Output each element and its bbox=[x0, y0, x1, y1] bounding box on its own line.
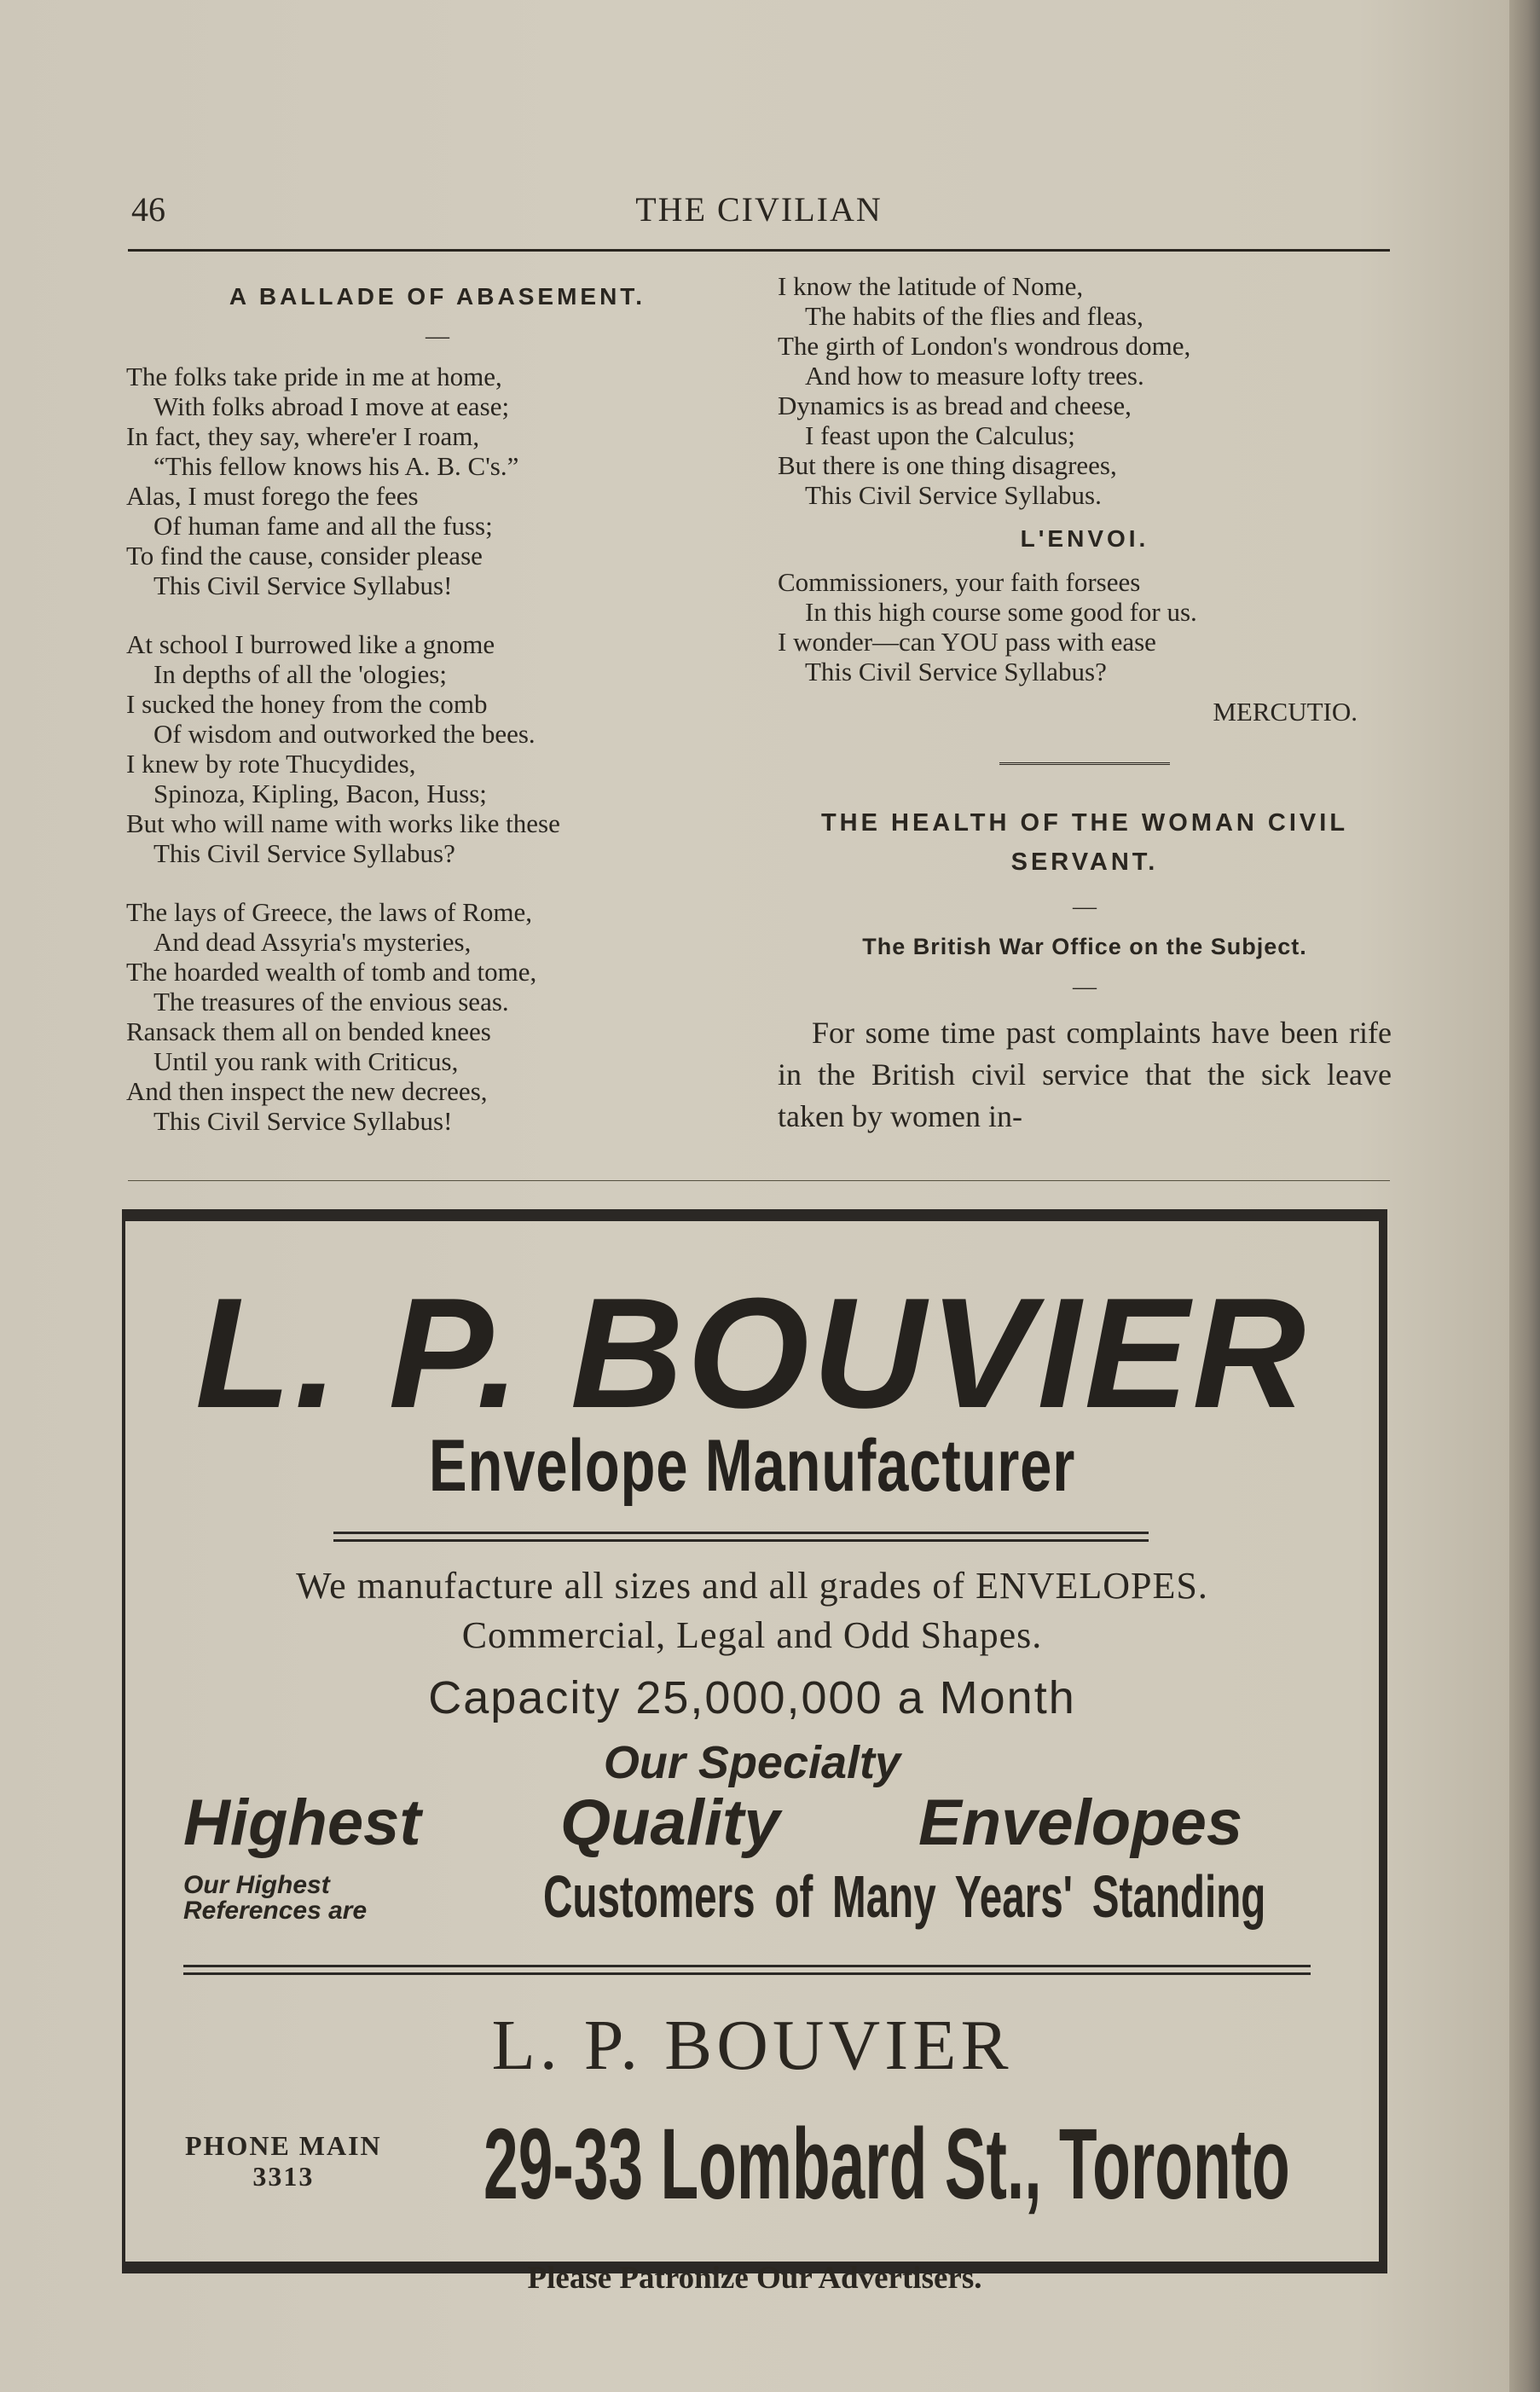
ballad-divider: — bbox=[426, 323, 449, 350]
ad-address: 29-33 Lombard St., Toronto bbox=[483, 2108, 1290, 2221]
verse-line-s4-2: The habits of the flies and fleas, bbox=[805, 301, 1143, 331]
header-rule bbox=[128, 249, 1390, 252]
ballad-stanza-2 bbox=[126, 629, 749, 868]
verse-line-s1-8: This Civil Service Syllabus! bbox=[153, 570, 453, 600]
verse-line-envoi-4: This Civil Service Syllabus? bbox=[805, 657, 1107, 686]
ad-specialty: Our Specialty bbox=[603, 1737, 901, 1788]
article-divider-1: — bbox=[1073, 894, 1097, 920]
footer-note: Please Patronize Our Advertisers. bbox=[527, 2261, 982, 2296]
section-separator bbox=[999, 762, 1170, 767]
bouvier-advertisement bbox=[122, 1209, 1387, 2273]
article-subtitle: The British War Office on the Subject. bbox=[862, 934, 1307, 959]
verse-line-s3-5: Ransack them all on bended knees bbox=[126, 1016, 491, 1046]
ad-description-2: Commercial, Legal and Odd Shapes. bbox=[461, 1614, 1043, 1656]
ballad-stanza-3 bbox=[126, 897, 749, 1136]
article-body: For some time past complaints have been rife in the British civil service that the sick leave taken by women in- bbox=[778, 1016, 1392, 1133]
verse-line-s1-5: Alas, I must forego the fees bbox=[126, 481, 419, 511]
verse-line-s3-6: Until you rank with Criticus, bbox=[153, 1046, 459, 1076]
article-title-line-1: THE HEALTH OF THE WOMAN CIVIL bbox=[820, 809, 1349, 837]
ad-quality-envelopes: Envelopes bbox=[918, 1787, 1243, 1859]
ad-double-rule-1 bbox=[333, 1532, 1149, 1542]
verse-line-envoi-1: Commissioners, your faith forsees bbox=[778, 567, 1141, 597]
article-title bbox=[778, 803, 1392, 882]
article-title-line-2: SERVANT. bbox=[1010, 848, 1159, 876]
ballad-stanza-4 bbox=[778, 271, 1392, 510]
ad-phone bbox=[185, 2130, 382, 2192]
ad-references bbox=[183, 1873, 367, 1924]
ad-description-1: We manufacture all sizes and all grades of ENVELOPES. bbox=[296, 1565, 1208, 1607]
verse-line-s1-1: The folks take pride in me at home, bbox=[126, 362, 502, 391]
verse-line-s2-3: I sucked the honey from the comb bbox=[126, 689, 488, 719]
verse-line-envoi-3: I wonder—can YOU pass with ease bbox=[778, 627, 1156, 657]
ad-phone-number: 3313 bbox=[252, 2161, 315, 2192]
verse-line-s3-4: The treasures of the envious seas. bbox=[153, 987, 509, 1016]
ad-references-line-2: References are bbox=[183, 1897, 368, 1925]
verse-line-s4-5: Dynamics is as bread and cheese, bbox=[778, 391, 1132, 420]
ad-double-rule-2 bbox=[183, 1965, 1311, 1975]
verse-line-s4-7: But there is one thing disagrees, bbox=[778, 450, 1117, 480]
verse-line-s1-7: To find the cause, consider please bbox=[126, 541, 483, 570]
verse-line-s3-1: The lays of Greece, the laws of Rome, bbox=[126, 897, 533, 927]
ad-company-name: L. P. BOUVIER bbox=[194, 1265, 1310, 1440]
verse-line-s4-1: I know the latitude of Nome, bbox=[778, 271, 1084, 301]
verse-line-s2-4: Of wisdom and outworked the bees. bbox=[153, 719, 536, 749]
ballad-title: A BALLADE OF ABASEMENT. bbox=[229, 283, 646, 310]
verse-line-s3-8: This Civil Service Syllabus! bbox=[153, 1106, 453, 1136]
ad-customers: Customers of Many Years' Standing bbox=[543, 1863, 1266, 1930]
envoi-title: L'ENVOI. bbox=[1020, 525, 1149, 552]
ballad-stanza-1 bbox=[126, 362, 749, 600]
verse-line-s4-4: And how to measure lofty trees. bbox=[805, 361, 1144, 391]
ad-capacity: Capacity 25,000,000 a Month bbox=[428, 1672, 1076, 1723]
verse-line-s1-3: In fact, they say, where'er I roam, bbox=[126, 421, 480, 451]
verse-line-s4-8: This Civil Service Syllabus. bbox=[805, 480, 1102, 510]
ad-references-line-1: Our Highest bbox=[183, 1871, 330, 1899]
article-divider-2: — bbox=[1073, 974, 1097, 1000]
book-spine bbox=[1509, 0, 1540, 2392]
ad-quality-quality: Quality bbox=[560, 1787, 780, 1859]
ballad-stanzas bbox=[126, 362, 749, 1136]
verse-line-s3-3: The hoarded wealth of tomb and tome, bbox=[126, 957, 537, 987]
verse-line-s3-7: And then inspect the new decrees, bbox=[126, 1076, 488, 1106]
ad-phone-label: PHONE MAIN bbox=[185, 2130, 382, 2161]
signature: MERCUTIO. bbox=[1213, 697, 1358, 727]
ballad-column-left bbox=[126, 281, 749, 1136]
page-number: 46 bbox=[131, 190, 165, 229]
verse-line-s1-4: “This fellow knows his A. B. C's.” bbox=[153, 451, 519, 481]
ad-subtitle: Envelope Manufacturer bbox=[428, 1425, 1076, 1507]
envoi-stanza bbox=[778, 567, 1392, 686]
publication-title: THE CIVILIAN bbox=[635, 190, 883, 229]
verse-line-envoi-2: In this high course some good for us. bbox=[805, 597, 1197, 627]
right-column bbox=[778, 271, 1392, 1138]
verse-line-s2-7: But who will name with works like these bbox=[126, 808, 560, 838]
verse-line-s1-2: With folks abroad I move at ease; bbox=[153, 391, 510, 421]
verse-line-s2-1: At school I burrowed like a gnome bbox=[126, 629, 495, 659]
ad-quality-highest: Highest bbox=[183, 1787, 421, 1859]
verse-line-s2-5: I knew by rote Thucydides, bbox=[126, 749, 416, 779]
verse-line-s4-3: The girth of London's wondrous dome, bbox=[778, 331, 1191, 361]
verse-line-s2-2: In depths of all the 'ologies; bbox=[153, 659, 447, 689]
verse-line-s2-8: This Civil Service Syllabus? bbox=[153, 838, 455, 868]
content-bottom-rule bbox=[128, 1180, 1390, 1181]
verse-line-s4-6: I feast upon the Calculus; bbox=[805, 420, 1075, 450]
verse-line-s3-2: And dead Assyria's mysteries, bbox=[153, 927, 472, 957]
ad-company-name-footer: L. P. BOUVIER bbox=[491, 2006, 1013, 2085]
page-header bbox=[128, 189, 1390, 232]
verse-line-s2-6: Spinoza, Kipling, Bacon, Huss; bbox=[153, 779, 487, 808]
verse-line-s1-6: Of human fame and all the fuss; bbox=[153, 511, 493, 541]
